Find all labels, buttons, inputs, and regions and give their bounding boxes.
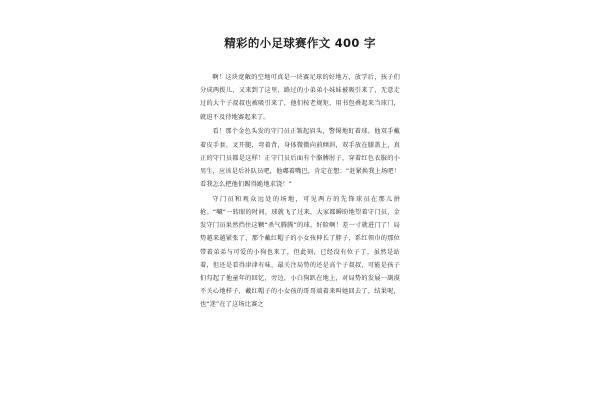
page-title: 精彩的小足球赛作文 400 字 [224, 36, 376, 50]
essay-body [200, 71, 400, 313]
paragraph-1: 啊！这块宽敞的空地可真是一块赛足球的好地方，放学后，孩子们分成两拨儿，又来到了这里，路过的小弟弟小妹妹被吸引来了，无意走过的大个子叔叔也被吸引来了，他们按老规矩，用书包叠起来当球门，就迫不及待地赛起来了。 [200, 74, 400, 121]
paragraph-2: 看！那个金色头发的守门员正皱起眉头，警惕地盯着球。他双手戴着皮手套，叉开腿，弯着背，身体微微向前倾斜，双手放在膝盖上，真正的守门员都是这样！正守门员后面有个胳膊肘子，穿着红色衣服的小男生，应该是后补队员吧，他嘟着嘴巴，肯定在想：“赶紧换我上场吧！看我怎么把他们踢得跪地求饶！” [200, 128, 400, 189]
paragraph-3: 守门员和观众远处的场地，可见两方的先锋球员在那儿拼抢。“唰”一转眼的时间，球就飞了过来，大家都瞬盼地望着守门员，金发守门员果然挡住这颗“杀气腾腾”的球。好险啊！差一寸就进门了！局势越来越紧张了，那个戴红帽子的小女孩伸长了脖子，系红领巾的那位带着弟弟与可爱的小狗也来了，但此刻，已经没有位子了，虽然是站着，但还是看得津津有味，最关注局势的还是高个子叔叔，可能是孩子们勾起了他童年的回忆，旁边，小白狗趴在地上，对局势的发展一副漠不关心地样子，戴红帽子的小女孩的哥哥端着来叫她回去了，结果呢，也“迷”在了这场比赛之 [200, 195, 400, 309]
